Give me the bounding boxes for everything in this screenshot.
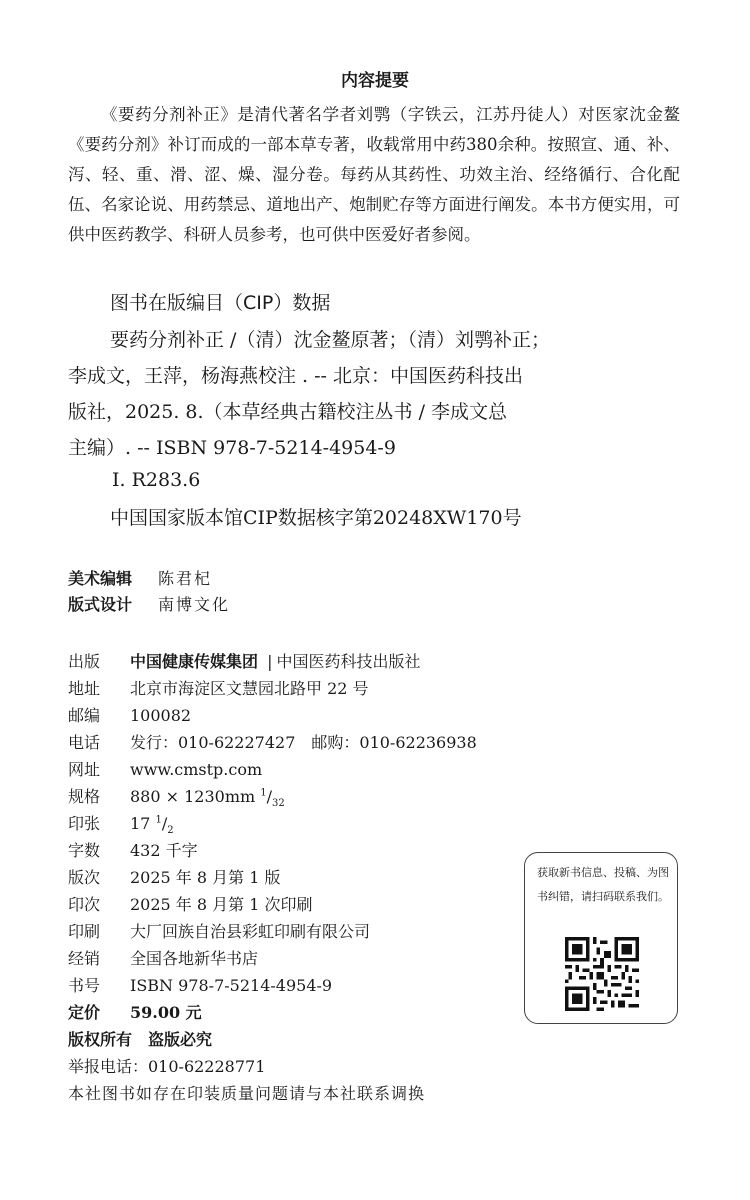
qr-contact-box (524, 852, 678, 1024)
publisher-group: 中国健康传媒集团 (130, 652, 259, 671)
imprint-label: 定价 (68, 1003, 101, 1022)
imprint-label: 印次 (68, 895, 101, 914)
imprint-value: 大厂回族自治县彩虹印刷有限公司 (130, 922, 371, 941)
imprint-label: 网址 (68, 760, 101, 779)
imprint-label: 经销 (68, 949, 101, 968)
quality-notice: 本社图书如存在印装质量问题请与本社联系调换 (68, 1084, 426, 1103)
imprint-label: 地址 (68, 679, 101, 698)
summary-title: 内容提要 (341, 71, 409, 91)
imprint-label: 版次 (68, 868, 101, 887)
imprint-value: 2025 年 8 月第 1 次印刷 (130, 895, 313, 914)
imprint-row (68, 865, 281, 888)
imprint-row (68, 676, 369, 699)
imprint-row (68, 838, 198, 861)
imprint-label: 邮编 (68, 706, 101, 725)
imprint-label: 规格 (68, 787, 101, 806)
imprint-row (68, 811, 174, 836)
imprint-value: 880 × 1230mm (130, 787, 256, 806)
price-value: 59.00 元 (130, 1003, 202, 1022)
imprint-value: ISBN 978-7-5214-4954-9 (130, 976, 333, 995)
imprint-label: 书号 (68, 976, 101, 995)
imprint-label: 电话 (68, 733, 101, 752)
qr-code-graphic (565, 937, 639, 1011)
copyright-notice: 版权所有 盗版必究 (68, 1030, 213, 1049)
credit-value: 陈君杞 (158, 569, 213, 588)
credit-label: 版式设计 (68, 595, 133, 614)
imprint-price-row (68, 1000, 202, 1023)
imprint-row (68, 730, 477, 753)
fraction-slash: / (266, 787, 273, 806)
fraction-numerator: 1 (260, 787, 267, 799)
imprint-value: 2025 年 8 月第 1 版 (130, 868, 281, 887)
cip-line: 主编）. -- ISBN 978-7-5214-4954-9 (68, 437, 396, 459)
credit-row (68, 592, 230, 615)
imprint-row (68, 703, 191, 726)
imprint-label: 印张 (68, 814, 101, 833)
imprint-row (68, 919, 370, 942)
imprint-row (68, 973, 332, 996)
fraction-denominator: 2 (167, 825, 174, 837)
imprint-value: 432 千字 (130, 841, 198, 860)
cip-line: 李成文，王萍，杨海燕校注 . -- 北京：中国医药科技出 (68, 365, 523, 387)
cip-line: 要药分剂补正 /（清）沈金鳌原著；（清）刘鹗补正； (110, 329, 550, 351)
imprint-label: 出版 (68, 652, 101, 671)
credit-value: 南博文化 (158, 595, 231, 614)
imprint-value: 100082 (130, 706, 192, 725)
cip-title: 图书在版编目（CIP）数据 (110, 292, 331, 314)
imprint-value: 17 (130, 814, 151, 833)
imprint-row (68, 892, 313, 915)
qr-code-icon[interactable] (565, 937, 639, 1011)
imprint-label: 印刷 (68, 922, 101, 941)
publisher-press: 中国医药科技出版社 (276, 652, 421, 671)
report-phone: 举报电话：010-62228771 (68, 1057, 266, 1076)
cip-record-number: 中国国家版本馆CIP数据核字第20248XW170号 (110, 507, 522, 529)
credit-row (68, 566, 212, 589)
cip-line: 版社，2025. 8.（本草经典古籍校注丛书 / 李成文总 (68, 401, 508, 423)
fraction-slash: / (161, 814, 168, 833)
summary-paragraph: 《要药分剂补正》是清代著名学者刘鹗（字铁云，江苏丹徒人）对医家沈金鳌《要药分剂》补订而成的一部本草专著，收载常用中药380余种。按照宣、通、补、泻、轻、重、滑、涩、燥、湿分卷。每药从其药性、功效主治、经络循行、合化配伍、名家论说、用药禁忌、道地出产、炮制贮存等方面进行阐发。本书方便实用，可供中医药教学、科研人员参考，也可供中医爱好者参阅。 (68, 105, 680, 244)
imprint-value: www.cmstp.com (130, 760, 263, 779)
imprint-row (68, 946, 258, 969)
credit-label: 美术编辑 (68, 569, 133, 588)
fraction-numerator: 1 (155, 814, 162, 826)
cip-classification: Ⅰ. R283.6 (112, 469, 201, 491)
imprint-publisher-row (68, 649, 421, 672)
imprint-value: 全国各地新华书店 (130, 949, 259, 968)
imprint-row (68, 757, 262, 780)
imprint-label: 字数 (68, 841, 101, 860)
fraction-denominator: 32 (272, 798, 285, 810)
qr-caption: 获取新书信息、投稿、为图书纠错，请扫码联系我们。 (537, 866, 669, 903)
imprint-value: 北京市海淀区文慧园北路甲 22 号 (130, 679, 369, 698)
imprint-row (68, 784, 285, 809)
summary-text-block (68, 100, 680, 250)
imprint-value: 发行：010-62227427 邮购：010-62236938 (130, 733, 477, 752)
publisher-separator: | (267, 652, 273, 671)
